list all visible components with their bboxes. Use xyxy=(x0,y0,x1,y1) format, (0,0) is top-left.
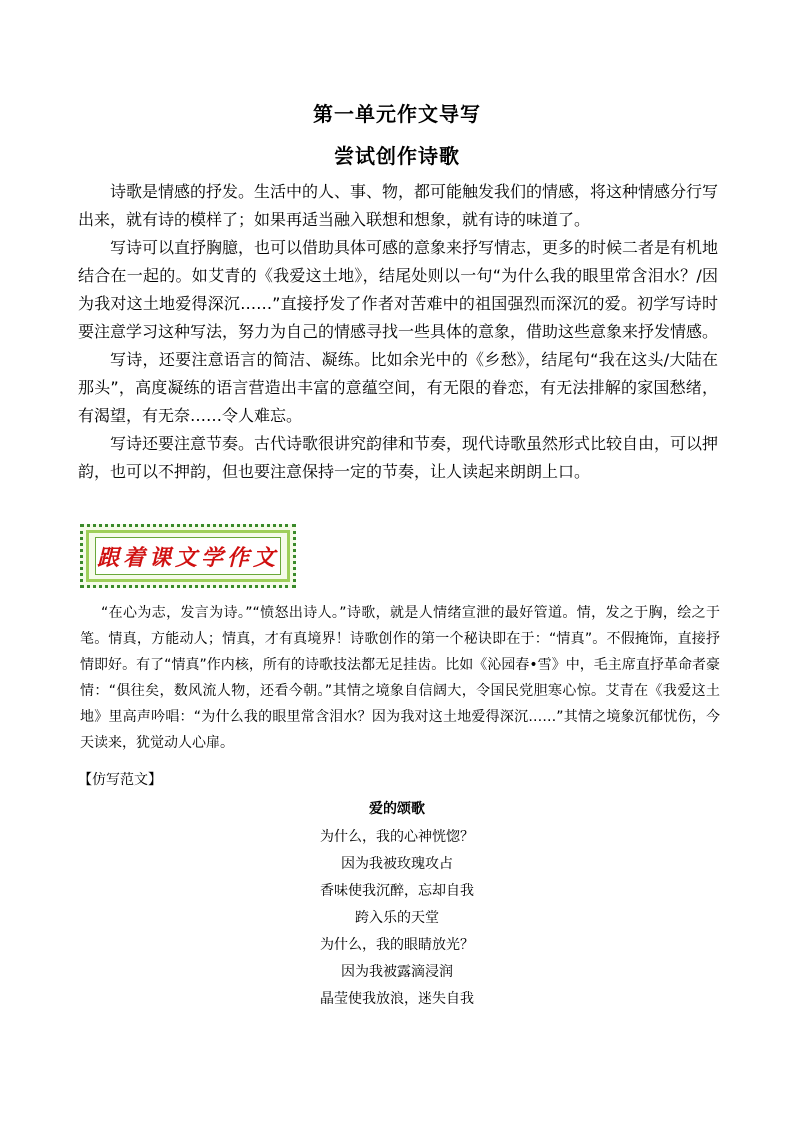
section-banner xyxy=(80,524,296,588)
page-subtitle: 尝试创作诗歌 xyxy=(334,144,460,168)
intro-section xyxy=(78,178,718,486)
essay-paragraph: “在心为志，发言为诗。”“愤怒出诗人。”诗歌，就是人情绪宣泄的最好管道。情，发之于胸，绘之于笔。情真，方能动人；情真，才有真境界！诗歌创作的第一个秘诀即在于：“情真”。不假掩饰，直接抒情即好。有了“情真”作内核，所有的诗歌技法都无足挂齿。比如《沁园春•雪》中，毛主席直抒革命者豪情：“俱往矣，数风流人物，还看今朝。”其情之境象自信阔大，令国民党胆寒心惊。艾青在《我爱这土地》里高声吟唱：“为什么我的眼里常含泪水？因为我对这土地爱得深沉……”其情之境象沉郁忧伤，今天读来，犹觉动人心扉。 xyxy=(80,605,720,751)
intro-paragraph-3: 写诗，还要注意语言的简洁、凝练。比如余光中的《乡愁》，结尾句“我在这头/大陆在那头”，高度凝练的语言营造出丰富的意蕴空间，有无限的眷恋，有无法排解的家国愁绪，有渴望，有无奈……令人难忘。 xyxy=(78,350,718,425)
section-label: 【仿写范文】 xyxy=(78,772,162,788)
intro-paragraph-2: 写诗可以直抒胸臆，也可以借助具体可感的意象来抒写情志，更多的时候二者是有机地结合在一起的。如艾青的《我爱这土地》，结尾处则以一句“为什么我的眼里常含泪水？/因为我对这土地爱得深沉……”直接抒发了作者对苦难中的祖国强烈而深沉的爱。初学写诗时要注意学习这种写法，努力为自己的情感寻找一些具体的意象，借助这些意象来抒发情感。 xyxy=(78,238,719,341)
poem-line: 香味使我沉醉，忘却自我 xyxy=(320,883,474,899)
intro-paragraph-1: 诗歌是情感的抒发。生活中的人、事、物，都可能触发我们的情感，将这种情感分行写出来，就有诗的模样了；如果再适当融入联想和想象，就有诗的味道了。 xyxy=(78,182,719,229)
intro-paragraph-4: 写诗还要注意节奏。古代诗歌很讲究韵律和节奏，现代诗歌虽然形式比较自由，可以押韵，也可以不押韵，但也要注意保持一定的节奏，让人读起来朗朗上口。 xyxy=(78,434,719,481)
poem-line: 为什么，我的眼睛放光？ xyxy=(320,937,474,953)
poem-line: 晶莹使我放浪，迷失自我 xyxy=(320,991,474,1007)
banner-text: 跟着课文学作文 xyxy=(96,544,279,571)
poem-line: 跨入乐的天堂 xyxy=(355,910,439,926)
poem-title: 爱的颂歌 xyxy=(369,801,425,817)
poem-line: 因为我被玫瑰攻占 xyxy=(341,856,453,872)
banner-frame xyxy=(95,537,281,575)
poem xyxy=(0,796,794,1013)
page-title: 第一单元作文导写 xyxy=(313,102,481,126)
essay-section xyxy=(80,600,720,756)
poem-line: 因为我被露滴浸润 xyxy=(341,964,453,980)
poem-line: 为什么，我的心神恍惚？ xyxy=(320,829,474,845)
